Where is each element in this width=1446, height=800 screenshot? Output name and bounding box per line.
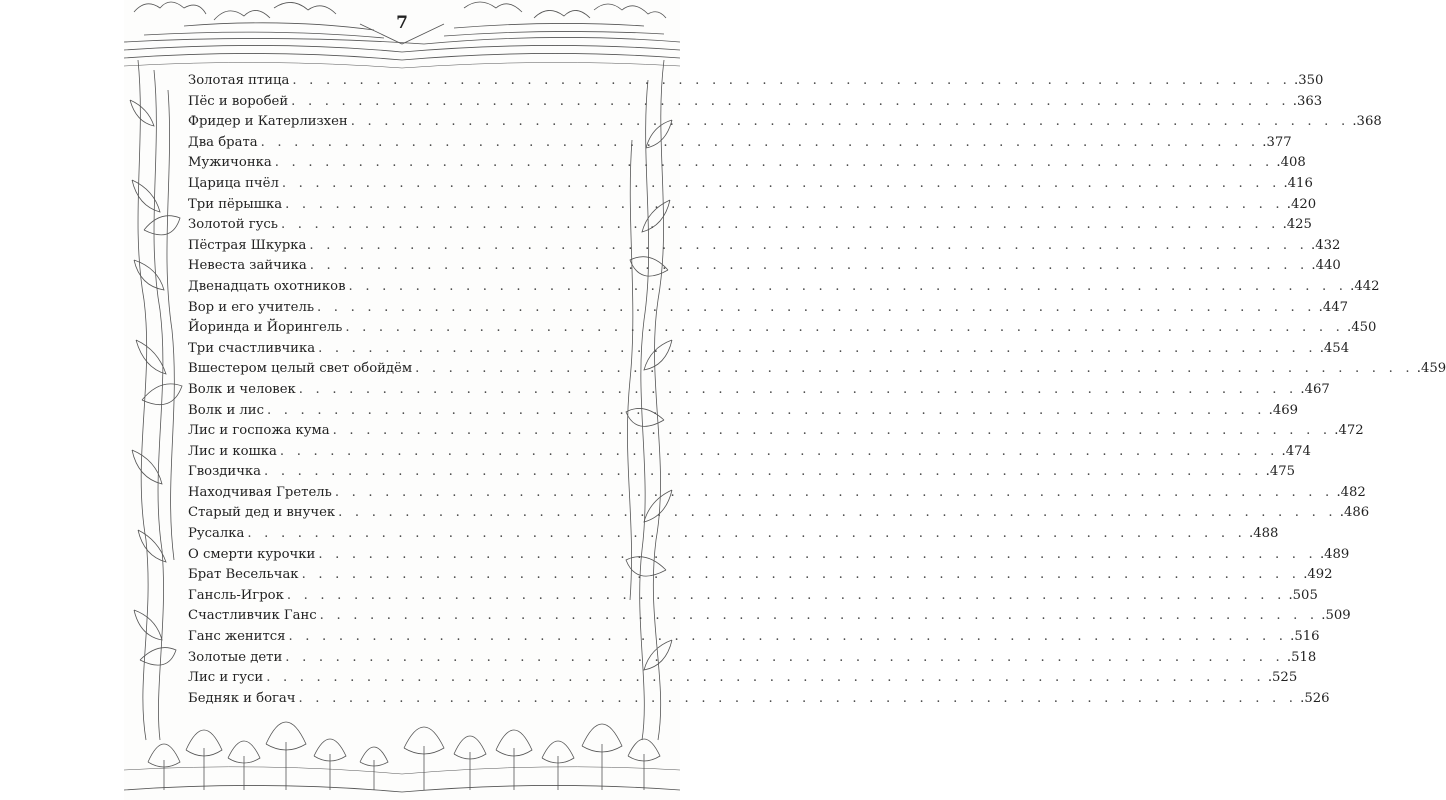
dot-leader: . . . . . . . . . . . . . . . . . . . . . . . . . . . . . . . . . . . . . . . . . . . . . . . . . . . . . . . . . . . . — [274, 155, 1274, 171]
toc-entry — [188, 196, 1317, 218]
toc-entry-title: Золотые дети — [188, 649, 283, 665]
bottom-trees — [124, 722, 680, 792]
dot-leader: . . . . . . . . . . . . . . . . . . . . . . . . . . . . . . . . . . . . . . . . . . . . . . . . . . . . . . . . . . . . — [334, 484, 1334, 500]
toc-entry-title: Лис и гуси — [188, 670, 264, 686]
dot-leader: . . . . . . . . . . . . . . . . . . . . . . . . . . . . . . . . . . . . . . . . . . . . . . . . . . . . . . . . . . . . — [292, 73, 1292, 88]
toc-entry-page: .425 — [1282, 217, 1312, 233]
dot-leader: . . . . . . . . . . . . . . . . . . . . . . . . . . . . . . . . . . . . . . . . . . . . . . . . . . . . . . . . . . . . — [345, 320, 1344, 336]
toc-entry-page: .442 — [1350, 278, 1380, 294]
toc-entry-page: .526 — [1300, 690, 1330, 706]
toc-entry-page: .432 — [1311, 237, 1341, 253]
dot-leader: . . . . . . . . . . . . . . . . . . . . . . . . . . . . . . . . . . . . . . . . . . . . . . . . . . . . . . . . . . . . — [281, 175, 1281, 191]
toc-entry-title: Фридер и Катерлизхен — [188, 114, 348, 130]
toc-entry — [188, 423, 1364, 444]
toc-entry — [188, 505, 1370, 526]
toc-entry-title: Мужичонка — [188, 155, 272, 171]
toc-entry — [188, 608, 1351, 629]
toc-entry-title: Находчивая Гретель — [188, 484, 332, 500]
toc-entry-page: .467 — [1300, 381, 1330, 397]
dot-leader: . . . . . . . . . . . . . . . . . . . . . . . . . . . . . . . . . . . . . . . . . . . . . . . . . . . . . . . . . . . . — [319, 608, 1319, 624]
dot-leader: . . . . . . . . . . . . . . . . . . . . . . . . . . . . . . . . . . . . . . . . . . . . . . . . . . . . . . . . . . . . — [338, 505, 1337, 521]
toc-entry-title: Три пёрышка — [188, 196, 283, 212]
toc-entry-page: .489 — [1319, 546, 1350, 562]
dot-leader: . . . . . . . . . . . . . . . . . . . . . . . . . . . . . . . . . . . . . . . . . . . . . . . . . . . . . . . . . . . . — [247, 526, 1247, 542]
toc-entry-title: Золотая птица — [188, 73, 290, 88]
toc-entry — [188, 114, 1382, 135]
dot-leader: . . . . . . . . . . . . . . . . . . . . . . . . . . . . . . . . . . . . . . . . . . . . . . . . . . . . . . . . . . . . — [285, 649, 1284, 665]
dot-leader: . . . . . . . . . . . . . . . . . . . . . . . . . . . . . . . . . . . . . . . . . . . . . . . . . . . . . . . . . . . . — [298, 381, 1298, 397]
toc-entry — [188, 443, 1311, 465]
toc-entry — [188, 258, 1341, 279]
dot-leader: . . . . . . . . . . . . . . . . . . . . . . . . . . . . . . . . . . . . . . . . . . . . . . . . . . . . . . . . . . . . — [318, 546, 1317, 562]
dot-leader: . . . . . . . . . . . . . . . . . . . . . . . . . . . . . . . . . . . . . . . . . . . . . . . . . . . . . . . . . . . . — [298, 690, 1298, 706]
toc-entry-page: .474 — [1281, 443, 1311, 459]
toc-entry-title: Йоринда и Йорингель — [188, 320, 343, 336]
dot-leader: . . . . . . . . . . . . . . . . . . . . . . . . . . . . . . . . . . . . . . . . . . . . . . . . . . . . . . . . . . . . — [317, 299, 1316, 315]
toc-entry — [188, 134, 1292, 156]
dot-leader: . . . . . . . . . . . . . . . . . . . . . . . . . . . . . . . . . . . . . . . . . . . . . . . . . . . . . . . . . . . . — [286, 587, 1286, 603]
toc-entry-title: Два брата — [188, 134, 258, 150]
toc-entry-page: .486 — [1339, 505, 1370, 521]
dot-leader: . . . . . . . . . . . . . . . . . . . . . . . . . . . . . . . . . . . . . . . . . . . . . . . . . . . . . . . . . . . . — [266, 402, 1266, 418]
toc-entry-page: .440 — [1311, 258, 1341, 274]
toc-entry-page: .488 — [1249, 526, 1279, 542]
toc-entry-title: Счастливчик Ганс — [188, 608, 317, 624]
toc-entry-page: .368 — [1352, 114, 1382, 130]
toc-entry — [188, 340, 1350, 362]
toc-entry-page: .459 — [1416, 361, 1446, 377]
toc-entry-page: .469 — [1268, 402, 1298, 418]
toc-entry-page: .447 — [1318, 299, 1349, 315]
table-of-contents — [188, 73, 1446, 711]
dot-leader: . . . . . . . . . . . . . . . . . . . . . . . . . . . . . . . . . . . . . . . . . . . . . . . . . . . . . . . . . . . . — [266, 670, 1265, 686]
dot-leader: . . . . . . . . . . . . . . . . . . . . . . . . . . . . . . . . . . . . . . . . . . . . . . . . . . . . . . . . . . . . — [279, 443, 1279, 459]
toc-entry-page: .420 — [1286, 196, 1317, 212]
toc-entry-page: .525 — [1267, 670, 1298, 686]
toc-entry-title: Царица пчёл — [188, 175, 279, 191]
toc-entry — [188, 567, 1333, 588]
toc-entry — [188, 484, 1366, 506]
top-landscape — [124, 2, 680, 68]
toc-entry-page: .518 — [1286, 649, 1317, 665]
toc-entry-title: Волк и лис — [188, 402, 264, 418]
dot-leader: . . . . . . . . . . . . . . . . . . . . . . . . . . . . . . . . . . . . . . . . . . . . . . . . . . . . . . . . . . . . — [264, 464, 1263, 480]
toc-entry-page: .363 — [1292, 93, 1323, 109]
toc-entry — [188, 690, 1330, 712]
toc-entry — [188, 299, 1349, 321]
toc-entry — [188, 526, 1279, 547]
book-page — [124, 0, 1446, 800]
dot-leader: . . . . . . . . . . . . . . . . . . . . . . . . . . . . . . . . . . . . . . . . . . . . . . . . . . . . . . . . . . . . — [291, 93, 1290, 109]
toc-entry — [188, 155, 1306, 176]
dot-leader: . . . . . . . . . . . . . . . . . . . . . . . . . . . . . . . . . . . . . . . . . . . . . . . . . . . . . . . . . . . . — [309, 258, 1309, 274]
toc-entry-title: Гансль-Игрок — [188, 587, 284, 603]
toc-entry — [188, 237, 1341, 259]
toc-entry — [188, 464, 1296, 485]
toc-entry-title: Ганс женится — [188, 629, 286, 645]
dot-leader: . . . . . . . . . . . . . . . . . . . . . . . . . . . . . . . . . . . . . . . . . . . . . . . . . . . . . . . . . . . . — [288, 629, 1288, 645]
toc-entry — [188, 587, 1318, 609]
toc-entry-page: .516 — [1290, 629, 1320, 645]
toc-entry-title: Невеста зайчика — [188, 258, 307, 274]
toc-entry-page: .475 — [1265, 464, 1296, 480]
toc-entry — [188, 649, 1317, 671]
toc-entry-title: Старый дед и внучек — [188, 505, 336, 521]
toc-entry-page: .416 — [1283, 175, 1313, 191]
toc-entry-page: .454 — [1319, 340, 1350, 356]
toc-entry-title: Вшестером целый свет обойдём — [188, 361, 413, 377]
toc-entry-title: Пёс и воробей — [188, 93, 289, 109]
toc-entry-title: Лис и госпожа кума — [188, 423, 330, 439]
toc-entry-title: О смерти курочки — [188, 546, 316, 562]
toc-entry-title: Пёстрая Шкурка — [188, 237, 307, 253]
toc-entry — [188, 402, 1298, 424]
toc-entry-page: .509 — [1321, 608, 1351, 624]
dot-leader: . . . . . . . . . . . . . . . . . . . . . . . . . . . . . . . . . . . . . . . . . . . . . . . . . . . . . . . . . . . . — [318, 340, 1317, 356]
dot-leader: . . . . . . . . . . . . . . . . . . . . . . . . . . . . . . . . . . . . . . . . . . . . . . . . . . . . . . . . . . . . — [309, 237, 1309, 253]
toc-entry-page: .350 — [1294, 73, 1324, 88]
toc-entry-page: .408 — [1276, 155, 1306, 171]
dot-leader: . . . . . . . . . . . . . . . . . . . . . . . . . . . . . . . . . . . . . . . . . . . . . . . . . . . . . . . . . . . . — [350, 114, 1350, 130]
toc-entry-title: Волк и человек — [188, 381, 296, 397]
toc-entry — [188, 381, 1330, 403]
toc-entry-page: .492 — [1303, 567, 1333, 583]
toc-entry — [188, 546, 1350, 568]
dot-leader: . . . . . . . . . . . . . . . . . . . . . . . . . . . . . . . . . . . . . . . . . . . . . . . . . . . . . . . . . . . . — [415, 361, 1414, 377]
toc-entry-page: .377 — [1262, 134, 1292, 150]
toc-entry — [188, 320, 1377, 341]
toc-entry-title: Лис и кошка — [188, 443, 277, 459]
toc-entry — [188, 73, 1324, 94]
toc-entry — [188, 175, 1313, 197]
dot-leader: . . . . . . . . . . . . . . . . . . . . . . . . . . . . . . . . . . . . . . . . . . . . . . . . . . . . . . . . . . . . — [332, 423, 1332, 439]
toc-entry-page: .482 — [1336, 484, 1366, 500]
toc-entry — [188, 278, 1380, 300]
left-foliage — [130, 60, 182, 740]
toc-entry — [188, 93, 1323, 115]
toc-entry — [188, 217, 1312, 238]
page-number: 7 — [396, 13, 408, 33]
dot-leader: . . . . . . . . . . . . . . . . . . . . . . . . . . . . . . . . . . . . . . . . . . . . . . . . . . . . . . . . . . . . — [348, 278, 1348, 294]
toc-entry-title: Золотой гусь — [188, 217, 278, 233]
dot-leader: . . . . . . . . . . . . . . . . . . . . . . . . . . . . . . . . . . . . . . . . . . . . . . . . . . . . . . . . . . . . — [301, 567, 1301, 583]
toc-entry-page: .505 — [1288, 587, 1318, 603]
toc-entry-title: Бедняк и богач — [188, 690, 296, 706]
dot-leader: . . . . . . . . . . . . . . . . . . . . . . . . . . . . . . . . . . . . . . . . . . . . . . . . . . . . . . . . . . . . — [285, 196, 1284, 212]
toc-entry-page: .472 — [1334, 423, 1364, 439]
toc-entry — [188, 670, 1298, 691]
toc-entry-title: Гвоздичка — [188, 464, 262, 480]
dot-leader: . . . . . . . . . . . . . . . . . . . . . . . . . . . . . . . . . . . . . . . . . . . . . . . . . . . . . . . . . . . . — [260, 134, 1260, 150]
toc-entry — [188, 629, 1320, 650]
toc-entry-title: Три счастливчика — [188, 340, 316, 356]
toc-entry-page: .450 — [1347, 320, 1377, 336]
toc-entry-title: Брат Весельчак — [188, 567, 299, 583]
dot-leader: . . . . . . . . . . . . . . . . . . . . . . . . . . . . . . . . . . . . . . . . . . . . . . . . . . . . . . . . . . . . — [280, 217, 1280, 233]
toc-entry-title: Русалка — [188, 526, 245, 542]
toc-entry — [188, 361, 1446, 382]
toc-entry-title: Вор и его учитель — [188, 299, 315, 315]
toc-entry-title: Двенадцать охотников — [188, 278, 346, 294]
